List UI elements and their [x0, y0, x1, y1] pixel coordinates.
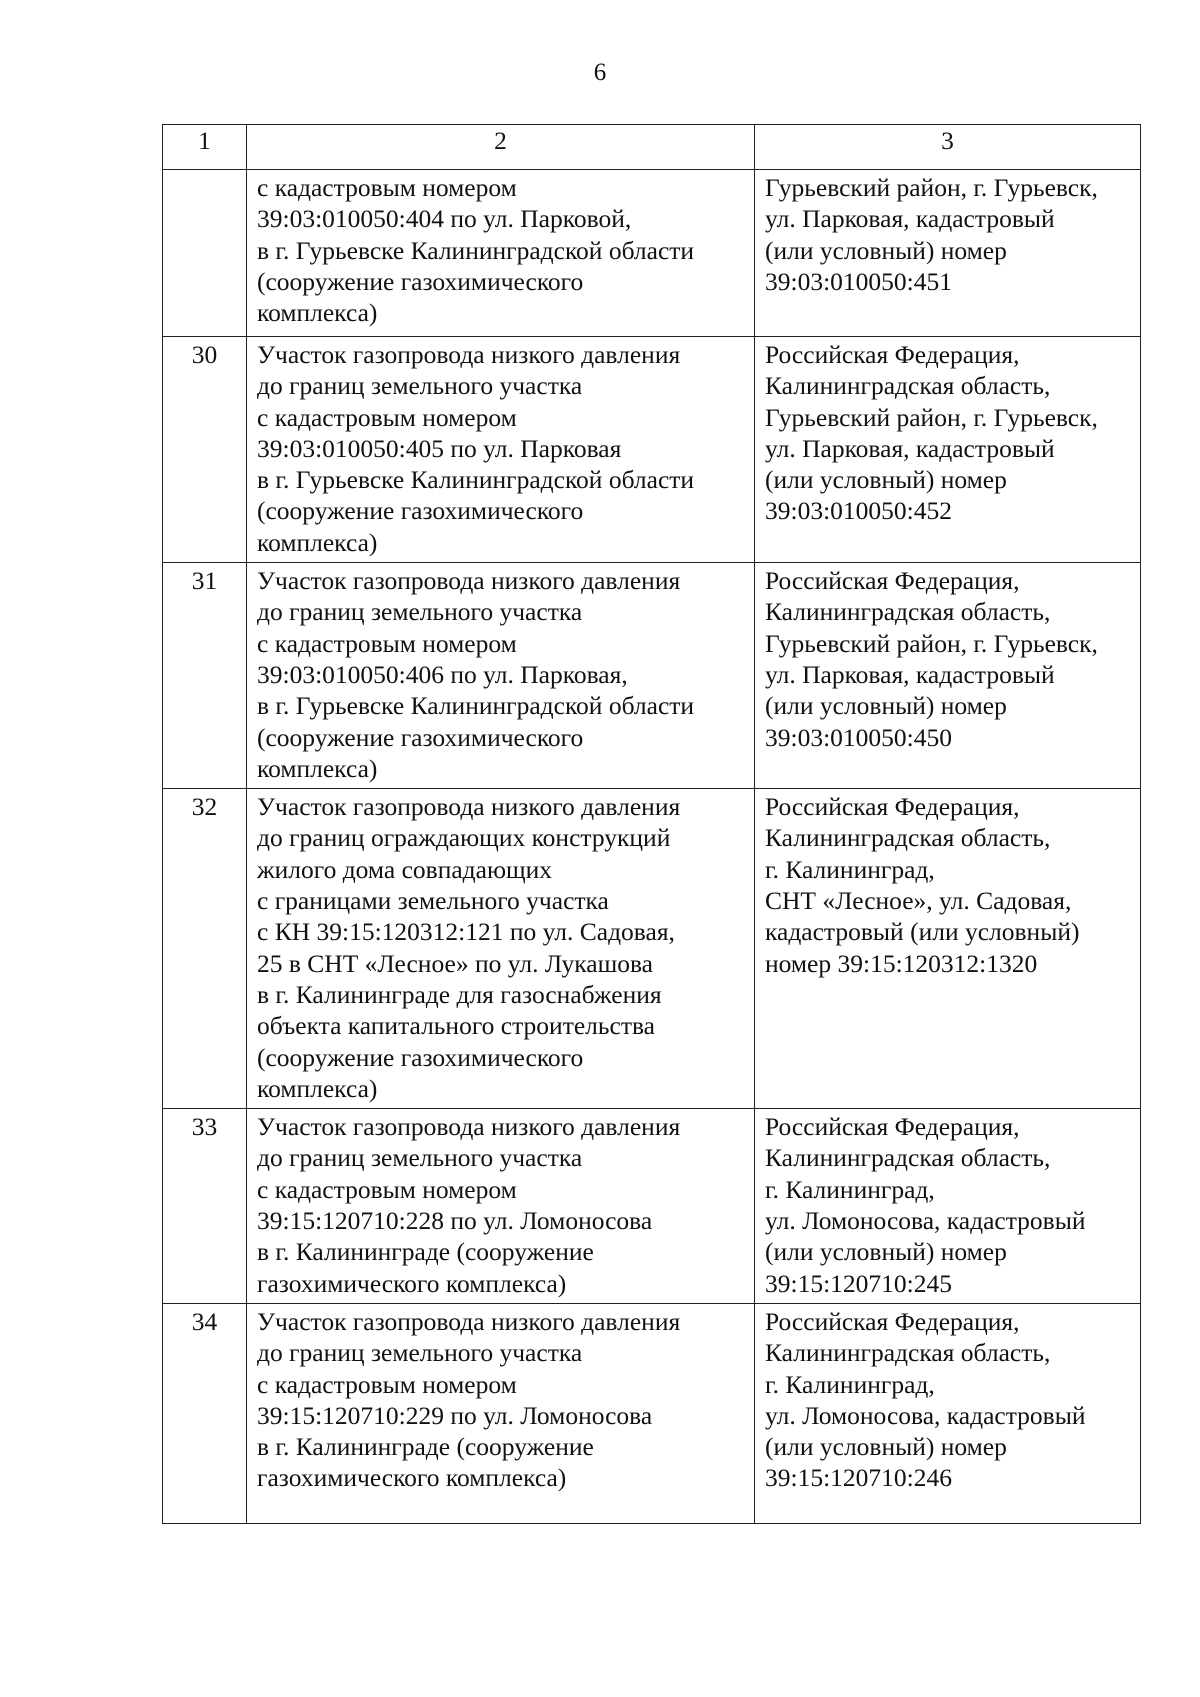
location-line: 39:03:010050:451 — [765, 266, 953, 296]
description-line: в г. Гурьевске Калининградской области — [257, 465, 695, 495]
object-description — [247, 563, 755, 789]
table-row — [163, 1109, 1141, 1304]
location-line: Российская Федерация, — [765, 792, 1020, 822]
location-line: ул. Парковая, кадастровый — [765, 204, 1055, 234]
description-line: в г. Калининграде (сооружение — [257, 1432, 594, 1462]
location-line: (или условный) номер — [765, 1432, 1007, 1462]
description-line: 25 в СНТ «Лесное» по ул. Лукашова — [257, 948, 653, 978]
object-location — [755, 1303, 1141, 1523]
location-line: (или условный) номер — [765, 235, 1007, 265]
location-line: Калининградская область, — [765, 823, 1051, 853]
description-line: до границ ограждающих конструкций — [257, 823, 671, 853]
object-description — [247, 789, 755, 1109]
page-number: 6 — [593, 59, 607, 86]
description-line: с кадастровым номером — [257, 1369, 517, 1399]
description-line: комплекса) — [257, 527, 378, 557]
object-description — [247, 1303, 755, 1523]
location-line: Гурьевский район, г. Гурьевск, — [765, 628, 1098, 658]
description-line: жилого дома совпадающих — [257, 854, 553, 884]
object-description — [247, 170, 755, 337]
description-line: Участок газопровода низкого давления — [257, 566, 681, 596]
location-line: Гурьевский район, г. Гурьевск, — [765, 402, 1098, 432]
location-line: (или условный) номер — [765, 691, 1007, 721]
location-line: ул. Ломоносова, кадастровый — [765, 1206, 1086, 1236]
column-header-2: 2 — [247, 125, 755, 170]
row-number: 31 — [163, 563, 247, 789]
description-line: комплекса) — [257, 1073, 378, 1103]
location-line: Калининградская область, — [765, 1143, 1051, 1173]
table-header-row — [163, 125, 1141, 170]
description-line: Участок газопровода низкого давления — [257, 792, 681, 822]
location-line: Калининградская область, — [765, 371, 1051, 401]
description-line: 39:03:010050:404 по ул. Парковой, — [257, 204, 632, 234]
description-line: до границ земельного участка — [257, 597, 583, 627]
location-line: г. Калининград, — [765, 1369, 935, 1399]
object-location — [755, 337, 1141, 563]
location-line: г. Калининград, — [765, 1174, 935, 1204]
location-line: Калининградская область, — [765, 597, 1051, 627]
description-line: до границ земельного участка — [257, 1338, 583, 1368]
object-description — [247, 337, 755, 563]
row-number: 33 — [163, 1109, 247, 1304]
location-line: ул. Парковая, кадастровый — [765, 433, 1055, 463]
description-line: 39:03:010050:406 по ул. Парковая, — [257, 659, 628, 689]
description-line: до границ земельного участка — [257, 1143, 583, 1173]
description-line: до границ земельного участка — [257, 371, 583, 401]
row-number: 32 — [163, 789, 247, 1109]
description-line: 39:15:120710:228 по ул. Ломоносова — [257, 1206, 653, 1236]
object-location — [755, 789, 1141, 1109]
object-location — [755, 170, 1141, 337]
description-line: с границами земельного участка — [257, 886, 609, 916]
row-number: 30 — [163, 337, 247, 563]
table-row — [163, 563, 1141, 789]
description-line: с кадастровым номером — [257, 628, 517, 658]
description-line: (сооружение газохимического — [257, 496, 584, 526]
description-line: комплекса) — [257, 298, 378, 328]
description-line: с кадастровым номером — [257, 173, 517, 202]
row-number: 34 — [163, 1303, 247, 1523]
table-header — [163, 125, 1141, 170]
location-line: (или условный) номер — [765, 465, 1007, 495]
description-line: с КН 39:15:120312:121 по ул. Садовая, — [257, 917, 675, 947]
column-header-1: 1 — [163, 125, 247, 170]
column-header-3: 3 — [755, 125, 1141, 170]
description-line: в г. Калининграде для газоснабжения — [257, 979, 662, 1009]
table-row — [163, 1303, 1141, 1523]
location-line: СНТ «Лесное», ул. Садовая, — [765, 886, 1072, 916]
location-line: г. Калининград, — [765, 854, 935, 884]
table-row — [163, 170, 1141, 337]
description-line: в г. Калининграде (сооружение — [257, 1237, 594, 1267]
description-line: объекта капитального строительства — [257, 1011, 655, 1041]
description-line: 39:15:120710:229 по ул. Ломоносова — [257, 1400, 653, 1430]
location-line: 39:03:010050:450 — [765, 722, 953, 752]
location-line: номер 39:15:120312:1320 — [765, 948, 1038, 978]
description-line: Участок газопровода низкого давления — [257, 340, 681, 369]
location-line: Российская Федерация, — [765, 340, 1020, 369]
table-row — [163, 337, 1141, 563]
row-number — [163, 170, 247, 337]
description-line: газохимического комплекса) — [257, 1268, 567, 1298]
description-line: (сооружение газохимического — [257, 266, 584, 296]
table-body — [163, 170, 1141, 1524]
description-line: комплекса) — [257, 753, 378, 783]
object-description — [247, 1109, 755, 1304]
description-line: с кадастровым номером — [257, 1174, 517, 1204]
location-line: Российская Федерация, — [765, 566, 1020, 596]
description-line: Участок газопровода низкого давления — [257, 1112, 681, 1142]
location-line: (или условный) номер — [765, 1237, 1007, 1267]
location-line: 39:15:120710:246 — [765, 1463, 953, 1493]
description-line: с кадастровым номером — [257, 402, 517, 432]
description-line: (сооружение газохимического — [257, 1042, 584, 1072]
location-line: ул. Парковая, кадастровый — [765, 659, 1055, 689]
registry-table — [162, 124, 1141, 1524]
description-line: газохимического комплекса) — [257, 1463, 567, 1493]
description-line: в г. Гурьевске Калининградской области — [257, 691, 695, 721]
location-line: Калининградская область, — [765, 1338, 1051, 1368]
location-line: 39:03:010050:452 — [765, 496, 953, 526]
location-line: Российская Федерация, — [765, 1306, 1020, 1336]
description-line: Участок газопровода низкого давления — [257, 1306, 681, 1336]
description-line: в г. Гурьевске Калининградской области — [257, 235, 695, 265]
location-line: Российская Федерация, — [765, 1112, 1020, 1142]
location-line: кадастровый (или условный) — [765, 917, 1080, 947]
location-line: ул. Ломоносова, кадастровый — [765, 1400, 1086, 1430]
object-location — [755, 563, 1141, 789]
table-row — [163, 789, 1141, 1109]
location-line: Гурьевский район, г. Гурьевск, — [765, 173, 1098, 202]
object-location — [755, 1109, 1141, 1304]
location-line: 39:15:120710:245 — [765, 1268, 953, 1298]
description-line: (сооружение газохимического — [257, 722, 584, 752]
description-line: 39:03:010050:405 по ул. Парковая — [257, 433, 622, 463]
